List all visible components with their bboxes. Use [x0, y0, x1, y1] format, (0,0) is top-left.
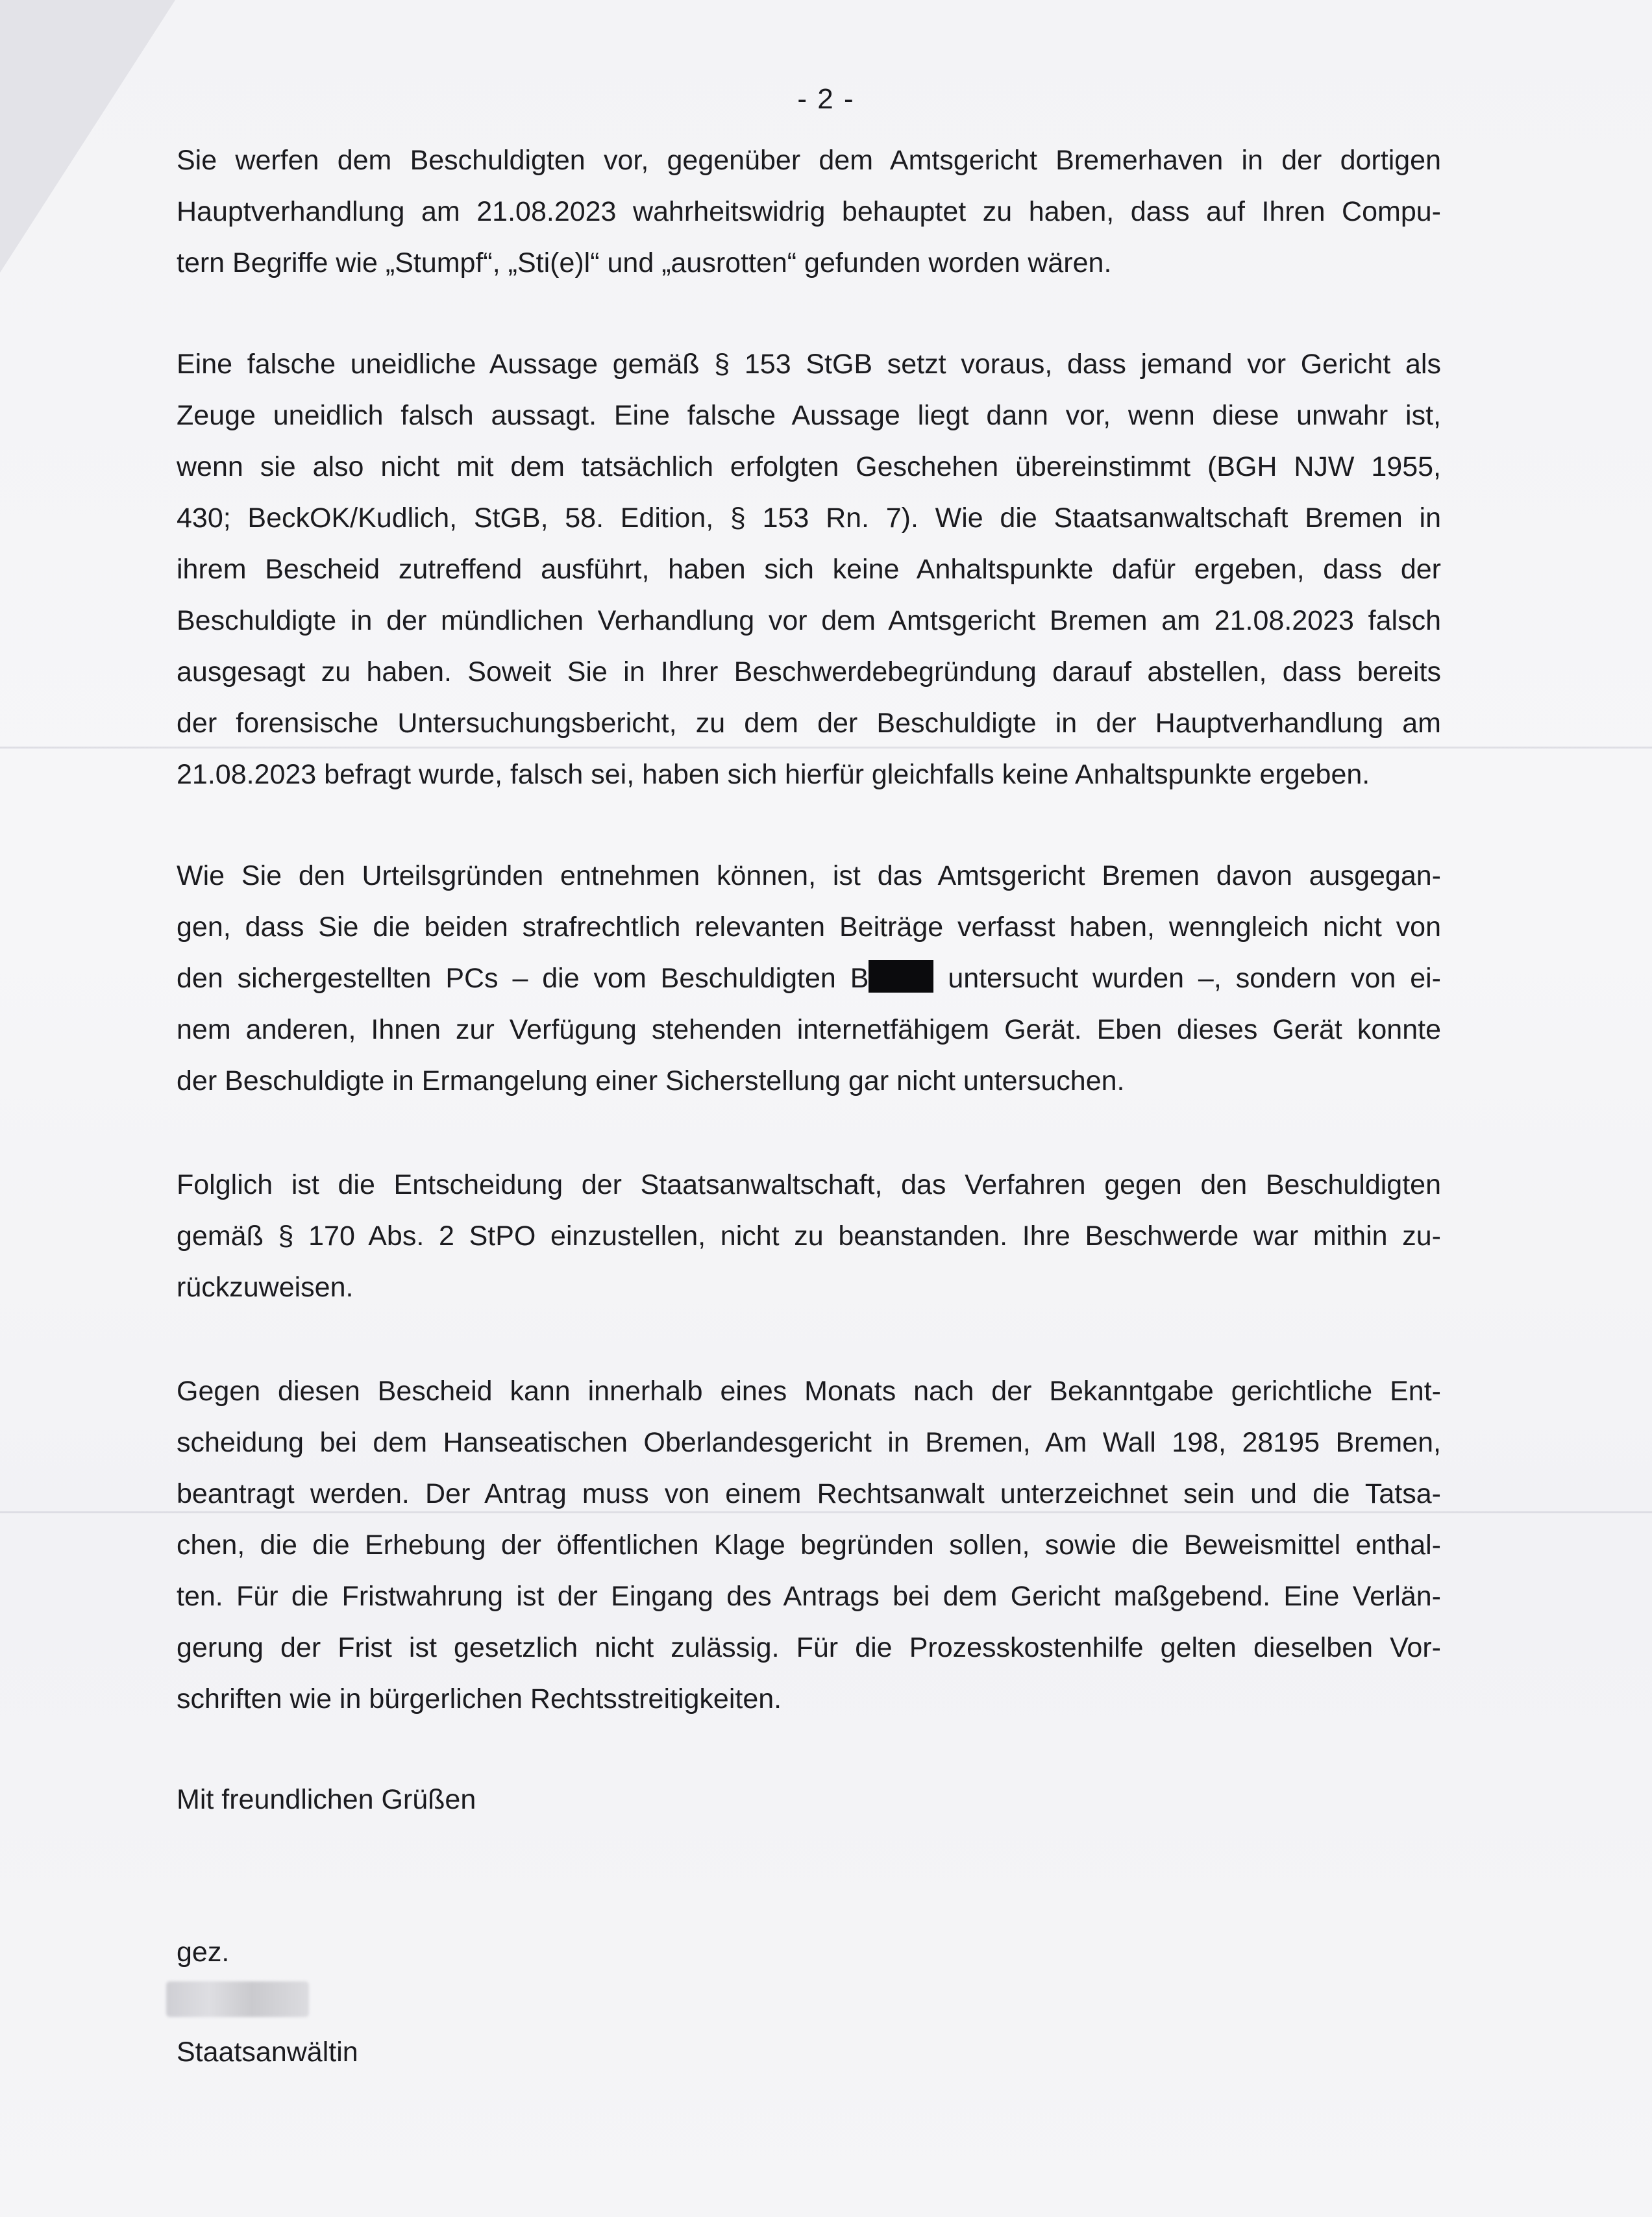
paragraph-legal-assessment [177, 339, 1441, 800]
redaction-bar [869, 960, 933, 993]
text-line: ausgesagt zu haben. Soweit Sie in Ihrer Beschwerdebegründung darauf abstellen, dass bereits [177, 656, 1441, 687]
text-segment: untersucht wurden –, sondern von ei- [948, 963, 1441, 994]
blurred-name [166, 1981, 309, 2017]
text-line: Eine falsche uneidliche Aussage gemäß § 153 StGB setzt voraus, dass jemand vor Gericht als [177, 349, 1441, 380]
text-line: Wie Sie den Urteilsgründen entnehmen können, ist das Amtsgericht Bremen davon ausgegan- [177, 860, 1441, 891]
paragraph-accusation [177, 135, 1441, 289]
signatory-title: Staatsanwältin [177, 2037, 358, 2068]
text-line: wenn sie also nicht mit dem tatsächlich erfolgten Geschehen übereinstimmt (BGH NJW 1955, [177, 451, 1441, 482]
text-line: gemäß § 170 Abs. 2 StPO einzustellen, nicht zu beanstanden. Ihre Beschwerde war mithin zu- [177, 1220, 1441, 1252]
page-number: - 2 - [797, 83, 855, 115]
paragraph-conclusion [177, 1159, 1441, 1313]
text-line: rückzuweisen. [177, 1272, 354, 1303]
text-line: der forensische Untersuchungsbericht, zu dem der Beschuldigte in der Hauptverhandlung am [177, 708, 1441, 739]
text-line: Folglich ist die Entscheidung der Staatsanwaltschaft, das Verfahren gegen den Beschuldigten [177, 1169, 1441, 1200]
signed-marker: gez. [177, 1937, 230, 1968]
text-line: 21.08.2023 befragt wurde, falsch sei, haben sich hierfür gleichfalls keine Anhaltspunkte ergeben. [177, 759, 1370, 790]
text-line: Beschuldigte in der mündlichen Verhandlung vor dem Amtsgericht Bremen am 21.08.2023 falsch [177, 605, 1441, 636]
text-line: 430; BeckOK/Kudlich, StGB, 58. Edition, § 153 Rn. 7). Wie die Staatsanwaltschaft Bremen in [177, 502, 1441, 534]
text-line: ihrem Bescheid zutreffend ausführt, haben sich keine Anhaltspunkte dafür ergeben, dass der [177, 554, 1441, 585]
text-line-with-redaction [177, 953, 1441, 1004]
paragraph-legal-remedy [177, 1366, 1441, 1725]
text-segment: den sichergestellten PCs – die vom Beschuldigten B [177, 963, 869, 994]
text-line: Zeuge uneidlich falsch aussagt. Eine falsche Aussage liegt dann vor, wenn diese unwahr ist, [177, 400, 1441, 431]
paragraph-court-findings [177, 850, 1441, 1107]
folded-corner [0, 0, 175, 273]
text-line: nem anderen, Ihnen zur Verfügung stehenden internetfähigem Gerät. Eben dieses Gerät konnte [177, 1014, 1441, 1045]
text-line: chen, die die Erhebung der öffentlichen Klage begründen sollen, sowie die Beweismittel enthal- [177, 1530, 1441, 1561]
text-line: beantragt werden. Der Antrag muss von einem Rechtsanwalt unterzeichnet sein und die Tatsa- [177, 1478, 1441, 1509]
text-line: schriften wie in bürgerlichen Rechtsstreitigkeiten. [177, 1683, 782, 1715]
text-line: Sie werfen dem Beschuldigten vor, gegenüber dem Amtsgericht Bremerhaven in der dortigen [177, 145, 1441, 176]
closing-greeting: Mit freundlichen Grüßen [177, 1784, 476, 1815]
text-line: Gegen diesen Bescheid kann innerhalb eines Monats nach der Bekanntgabe gerichtliche Ent- [177, 1376, 1441, 1407]
text-line: ten. Für die Fristwahrung ist der Eingang des Antrags bei dem Gericht maßgebend. Eine Verlän- [177, 1581, 1441, 1612]
text-line: gerung der Frist ist gesetzlich nicht zulässig. Für die Prozesskostenhilfe gelten dieselben Vor- [177, 1632, 1441, 1663]
text-line: scheidung bei dem Hanseatischen Oberlandesgericht in Bremen, Am Wall 198, 28195 Bremen, [177, 1427, 1441, 1458]
text-line: tern Begriffe wie „Stumpf“, „Sti(e)l“ und „ausrotten“ gefunden worden wären. [177, 247, 1112, 279]
text-line: Hauptverhandlung am 21.08.2023 wahrheitswidrig behauptet zu haben, dass auf Ihren Compu- [177, 196, 1441, 227]
text-line: gen, dass Sie die beiden strafrechtlich relevanten Beiträge verfasst haben, wenngleich nicht von [177, 911, 1441, 943]
text-line: der Beschuldigte in Ermangelung einer Sicherstellung gar nicht untersuchen. [177, 1065, 1125, 1096]
